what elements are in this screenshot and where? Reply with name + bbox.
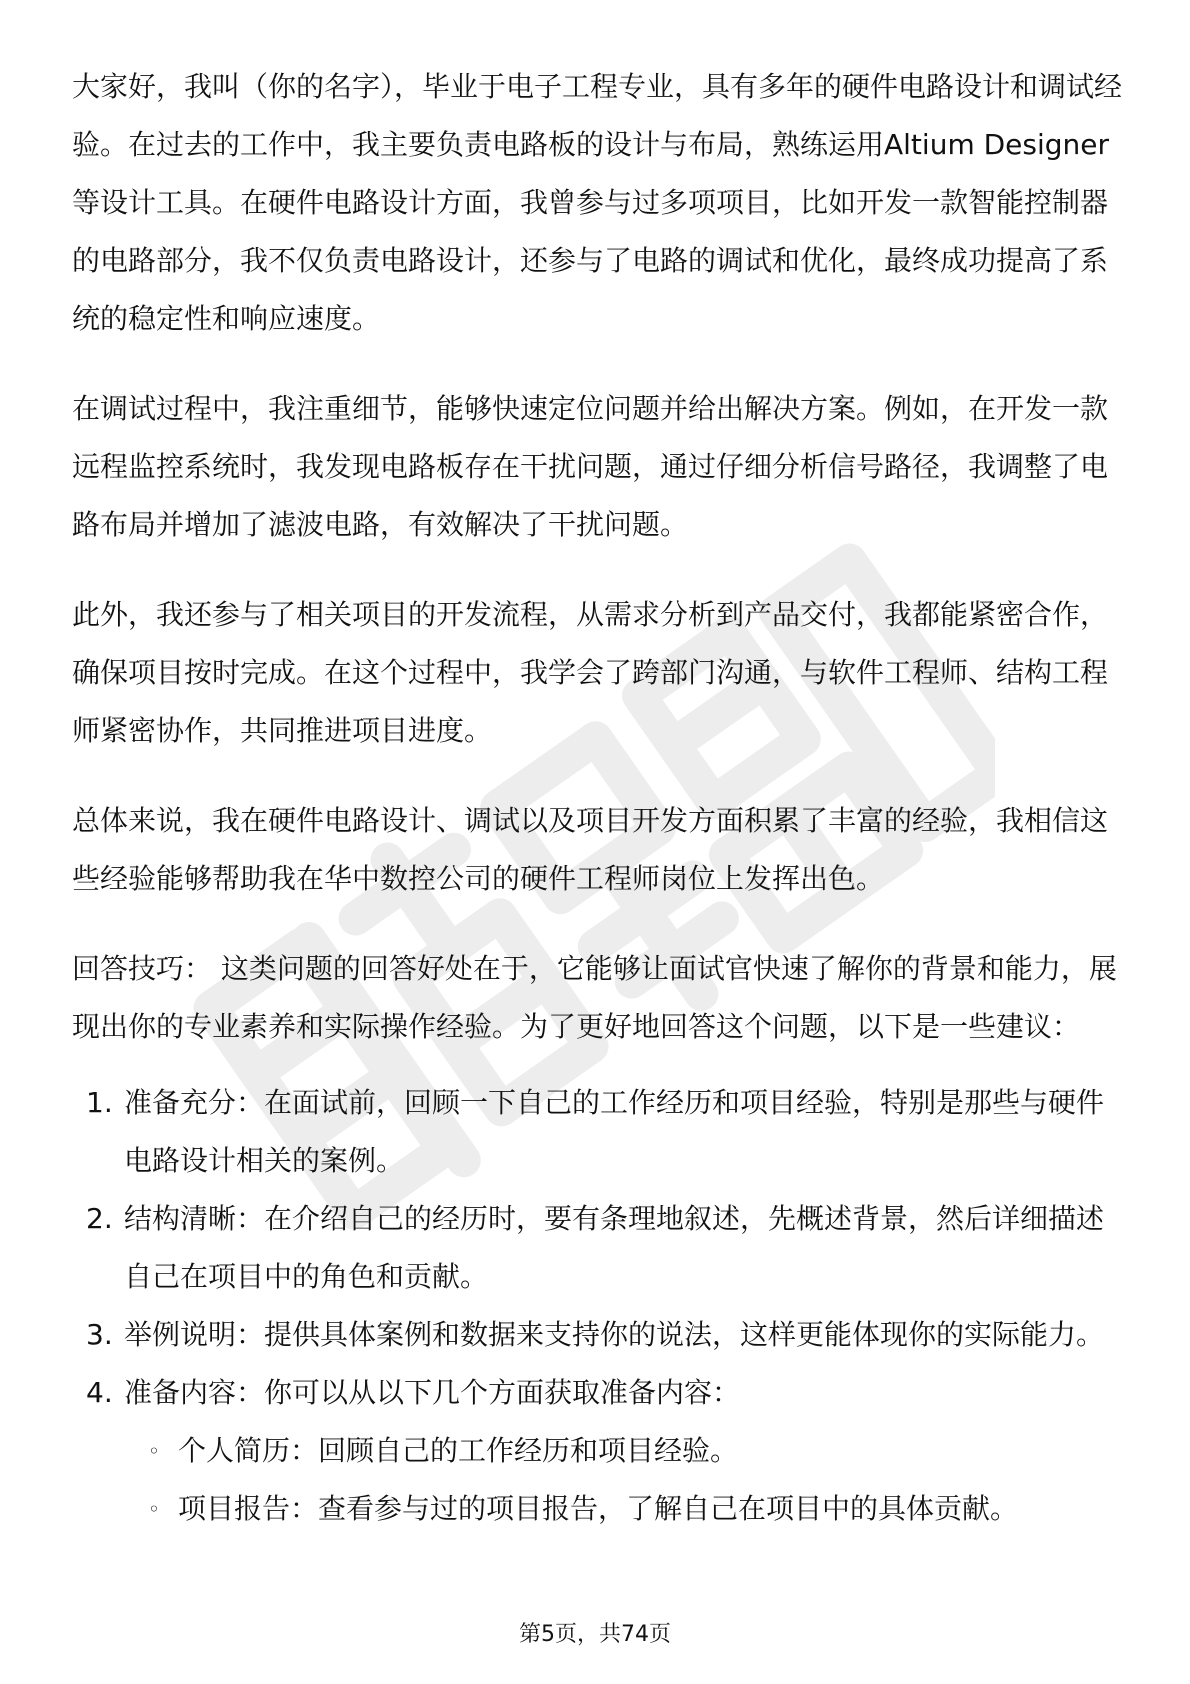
list-item xyxy=(72,1306,1122,1364)
page-number-footer: 第5页，共74页 xyxy=(519,1622,671,1647)
list-item xyxy=(72,1074,1122,1190)
list-number: 2. xyxy=(86,1202,113,1235)
list-number: 1. xyxy=(86,1086,113,1119)
sub-list-item-text: 个人简历：回顾自己的工作经历和项目经验。 xyxy=(178,1434,739,1467)
sub-list-item xyxy=(72,1480,1122,1538)
list-item-text: 举例说明：提供具体案例和数据来支持你的说法，这样更能体现你的实际能力。 xyxy=(124,1318,1105,1351)
list-item-text: 准备内容：你可以从以下几个方面获取准备内容： xyxy=(124,1376,741,1409)
sub-tips-list xyxy=(72,1422,1122,1538)
list-number: 4. xyxy=(86,1376,113,1409)
list-item-text: 结构清晰：在介绍自己的经历时，要有条理地叙述，先概述背景，然后详细描述自己在项目中的角色和贡献。 xyxy=(124,1202,1105,1293)
paragraph-debugging: 在调试过程中，我注重细节，能够快速定位问题并给出解决方案。例如，在开发一款远程监控系统时，我发现电路板存在干扰问题，通过仔细分析信号路径，我调整了电路布局并增加了滤波电路，有效解决了干扰问题。 xyxy=(72,392,1109,541)
paragraph-intro: 大家好，我叫（你的名字），毕业于电子工程专业，具有多年的硬件电路设计和调试经验。在过去的工作中，我主要负责电路板的设计与布局，熟练运用Altium Designer等设计工具。在硬件电路设计方面，我曾参与过多项项目，比如开发一款智能控制器的电路部分，我不仅负责电路设计，还参与了电路的调试和优化，最终成功提高了系统的稳定性和响应速度。 xyxy=(72,70,1123,335)
paragraph-summary: 总体来说，我在硬件电路设计、调试以及项目开发方面积累了丰富的经验，我相信这些经验能够帮助我在华中数控公司的硬件工程师岗位上发挥出色。 xyxy=(72,804,1109,895)
hollow-bullet-icon: ◦ xyxy=(148,1497,160,1521)
paragraph-answer-tips: 回答技巧： 这类问题的回答好处在于，它能够让面试官快速了解你的背景和能力，展现出你的专业素养和实际操作经验。为了更好地回答这个问题，以下是一些建议： xyxy=(72,952,1117,1043)
tips-list xyxy=(72,1074,1122,1422)
list-item xyxy=(72,1190,1122,1306)
list-number: 3. xyxy=(86,1318,113,1351)
paragraph-collaboration: 此外，我还参与了相关项目的开发流程，从需求分析到产品交付，我都能紧密合作，确保项目按时完成。在这个过程中，我学会了跨部门沟通，与软件工程师、结构工程师紧密协作，共同推进项目进度。 xyxy=(72,598,1109,747)
list-item-text: 准备充分：在面试前，回顾一下自己的工作经历和项目经验，特别是那些与硬件电路设计相关的案例。 xyxy=(124,1086,1105,1177)
main-content xyxy=(72,58,1122,1538)
list-item xyxy=(72,1364,1122,1422)
sub-list-item-text: 项目报告：查看参与过的项目报告，了解自己在项目中的具体贡献。 xyxy=(178,1492,1019,1525)
hollow-bullet-icon: ◦ xyxy=(148,1439,160,1463)
sub-list-item xyxy=(72,1422,1122,1480)
